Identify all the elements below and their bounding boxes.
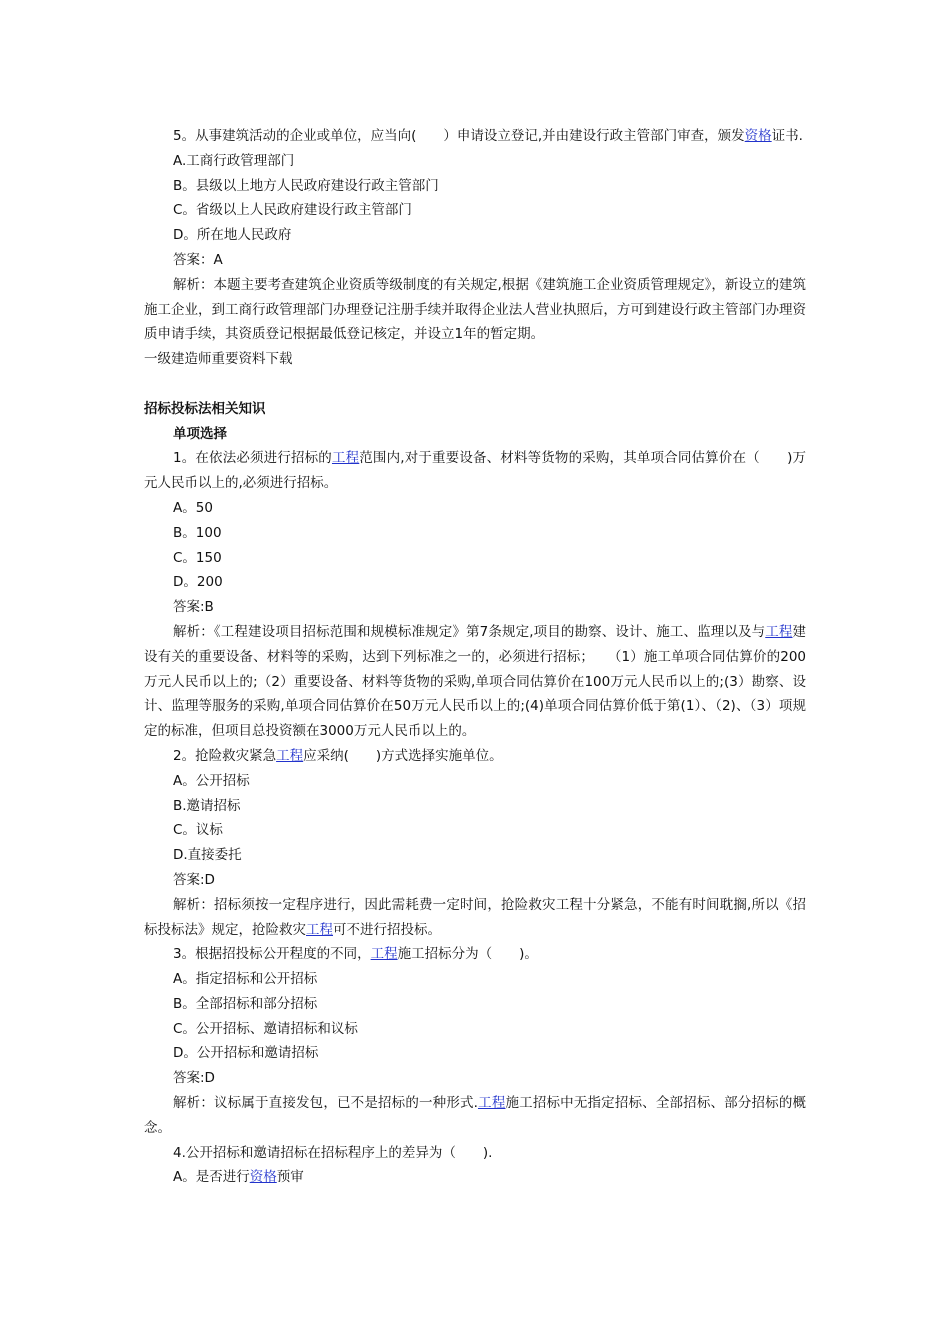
q3-option-d: D。公开招标和邀请招标 <box>173 1045 319 1062</box>
q1-option-c: C。150 <box>173 549 222 566</box>
q3-option-b: B。全部招标和部分招标 <box>173 995 318 1012</box>
q2-option-c: C。议标 <box>173 822 223 839</box>
q5-qualification-link[interactable]: 资格 <box>744 128 772 144</box>
q1-option-d: D。200 <box>173 574 223 591</box>
q1-option-a: A。50 <box>173 499 213 516</box>
download-note: 一级建造师重要资料下载 <box>144 351 293 368</box>
q2-answer: 答案:D <box>173 871 215 888</box>
q1-analysis: 解析：《工程建设项目招标范围和规模标准规定》第7条规定,项目的勘察、设计、施工、监理以及与工程建设有关的重要设备、材料等的采购，达到下列标准之一的，必须进行招标； （1）施工单项合同估算价的200万元人民币以上的;（2）重要设备、材料等货物的采购,单项合同估算价在100万元人民币以上的;(3）勘察、设计、监理等服务的采购,单项合同估算价在50万元人民币以上的;(4)单项合同估算价低于第(1）、（2)、（3）项规定的标准，但项目总投资额在3000万元人民币以上的。 <box>144 623 806 740</box>
q3-option-c: C。公开招标、邀请招标和议标 <box>173 1020 358 1037</box>
q2-option-b: B.邀请招标 <box>173 797 241 814</box>
q5-option-b: B。县级以上地方人民政府建设行政主管部门 <box>173 177 439 194</box>
q3-stem: 3。根据招投标公开程度的不同，工程施工招标分为（ )。 <box>173 946 538 963</box>
q2-analysis-engineering-link[interactable]: 工程 <box>306 921 333 938</box>
q1-answer: 答案:B <box>173 599 214 616</box>
q4-stem: 4.公开招标和邀请招标在招标程序上的差异为（ ). <box>173 1144 493 1161</box>
q3-analysis: 解析：议标属于直接发包，已不是招标的一种形式.工程施工招标中无指定招标、全部招标、部分招标的概念。 <box>144 1095 807 1136</box>
q1-option-b: B。100 <box>173 524 222 541</box>
document-page <box>144 124 806 1190</box>
q5-option-c: C。省级以上人民政府建设行政主管部门 <box>173 202 412 219</box>
q2-engineering-link[interactable]: 工程 <box>276 747 304 764</box>
q5-analysis: 解析：本题主要考查建筑企业资质等级制度的有关规定,根据《建筑施工企业资质管理规定》，新设立的建筑施工企业，到工商行政管理部门办理登记注册手续并取得企业法人营业执照后，方可到建设行政主管部门办理资质申请手续，其资质登记根据最低登记核定，并设立1年的暂定期。 <box>144 276 806 343</box>
q2-analysis: 解析：招标须按一定程序进行，因此需耗费一定时间，抢险救灾工程十分紧急，不能有时间耽搁,所以《招标投标法》规定，抢险救灾工程可不进行招投标。 <box>144 896 806 938</box>
q1-stem: 1。在依法必须进行招标的工程范围内,对于重要设备、材料等货物的采购，其单项合同估算价在（ )万元人民币以上的,必须进行招标。 <box>144 450 806 492</box>
q5-option-a: A.工商行政管理部门 <box>173 152 295 169</box>
q3-option-a: A。指定招标和公开招标 <box>173 971 318 988</box>
q3-answer: 答案:D <box>173 1070 215 1087</box>
q4-qualification-link[interactable]: 资格 <box>249 1169 277 1186</box>
q3-engineering-link[interactable]: 工程 <box>370 946 398 963</box>
q5-stem: 5。从事建筑活动的企业或单位，应当向( ）申请设立登记,并由建设行政主管部门审查，颁发资格证书. <box>173 128 803 144</box>
section-title: 招标投标法相关知识 <box>144 400 266 417</box>
section-subtitle: 单项选择 <box>173 425 227 442</box>
q1-engineering-link[interactable]: 工程 <box>331 450 360 467</box>
q2-option-d: D.直接委托 <box>173 847 242 864</box>
q2-option-a: A。公开招标 <box>173 772 250 789</box>
q5-option-d: D。所在地人民政府 <box>173 227 292 244</box>
q2-stem: 2。抢险救灾紧急工程应采纳( )方式选择实施单位。 <box>173 747 503 764</box>
q1-analysis-engineering-link[interactable]: 工程 <box>765 623 793 640</box>
q4-option-a: A。是否进行资格预审 <box>173 1169 304 1186</box>
q5-answer: 答案：A <box>173 251 223 268</box>
q3-analysis-engineering-link[interactable]: 工程 <box>477 1095 506 1112</box>
